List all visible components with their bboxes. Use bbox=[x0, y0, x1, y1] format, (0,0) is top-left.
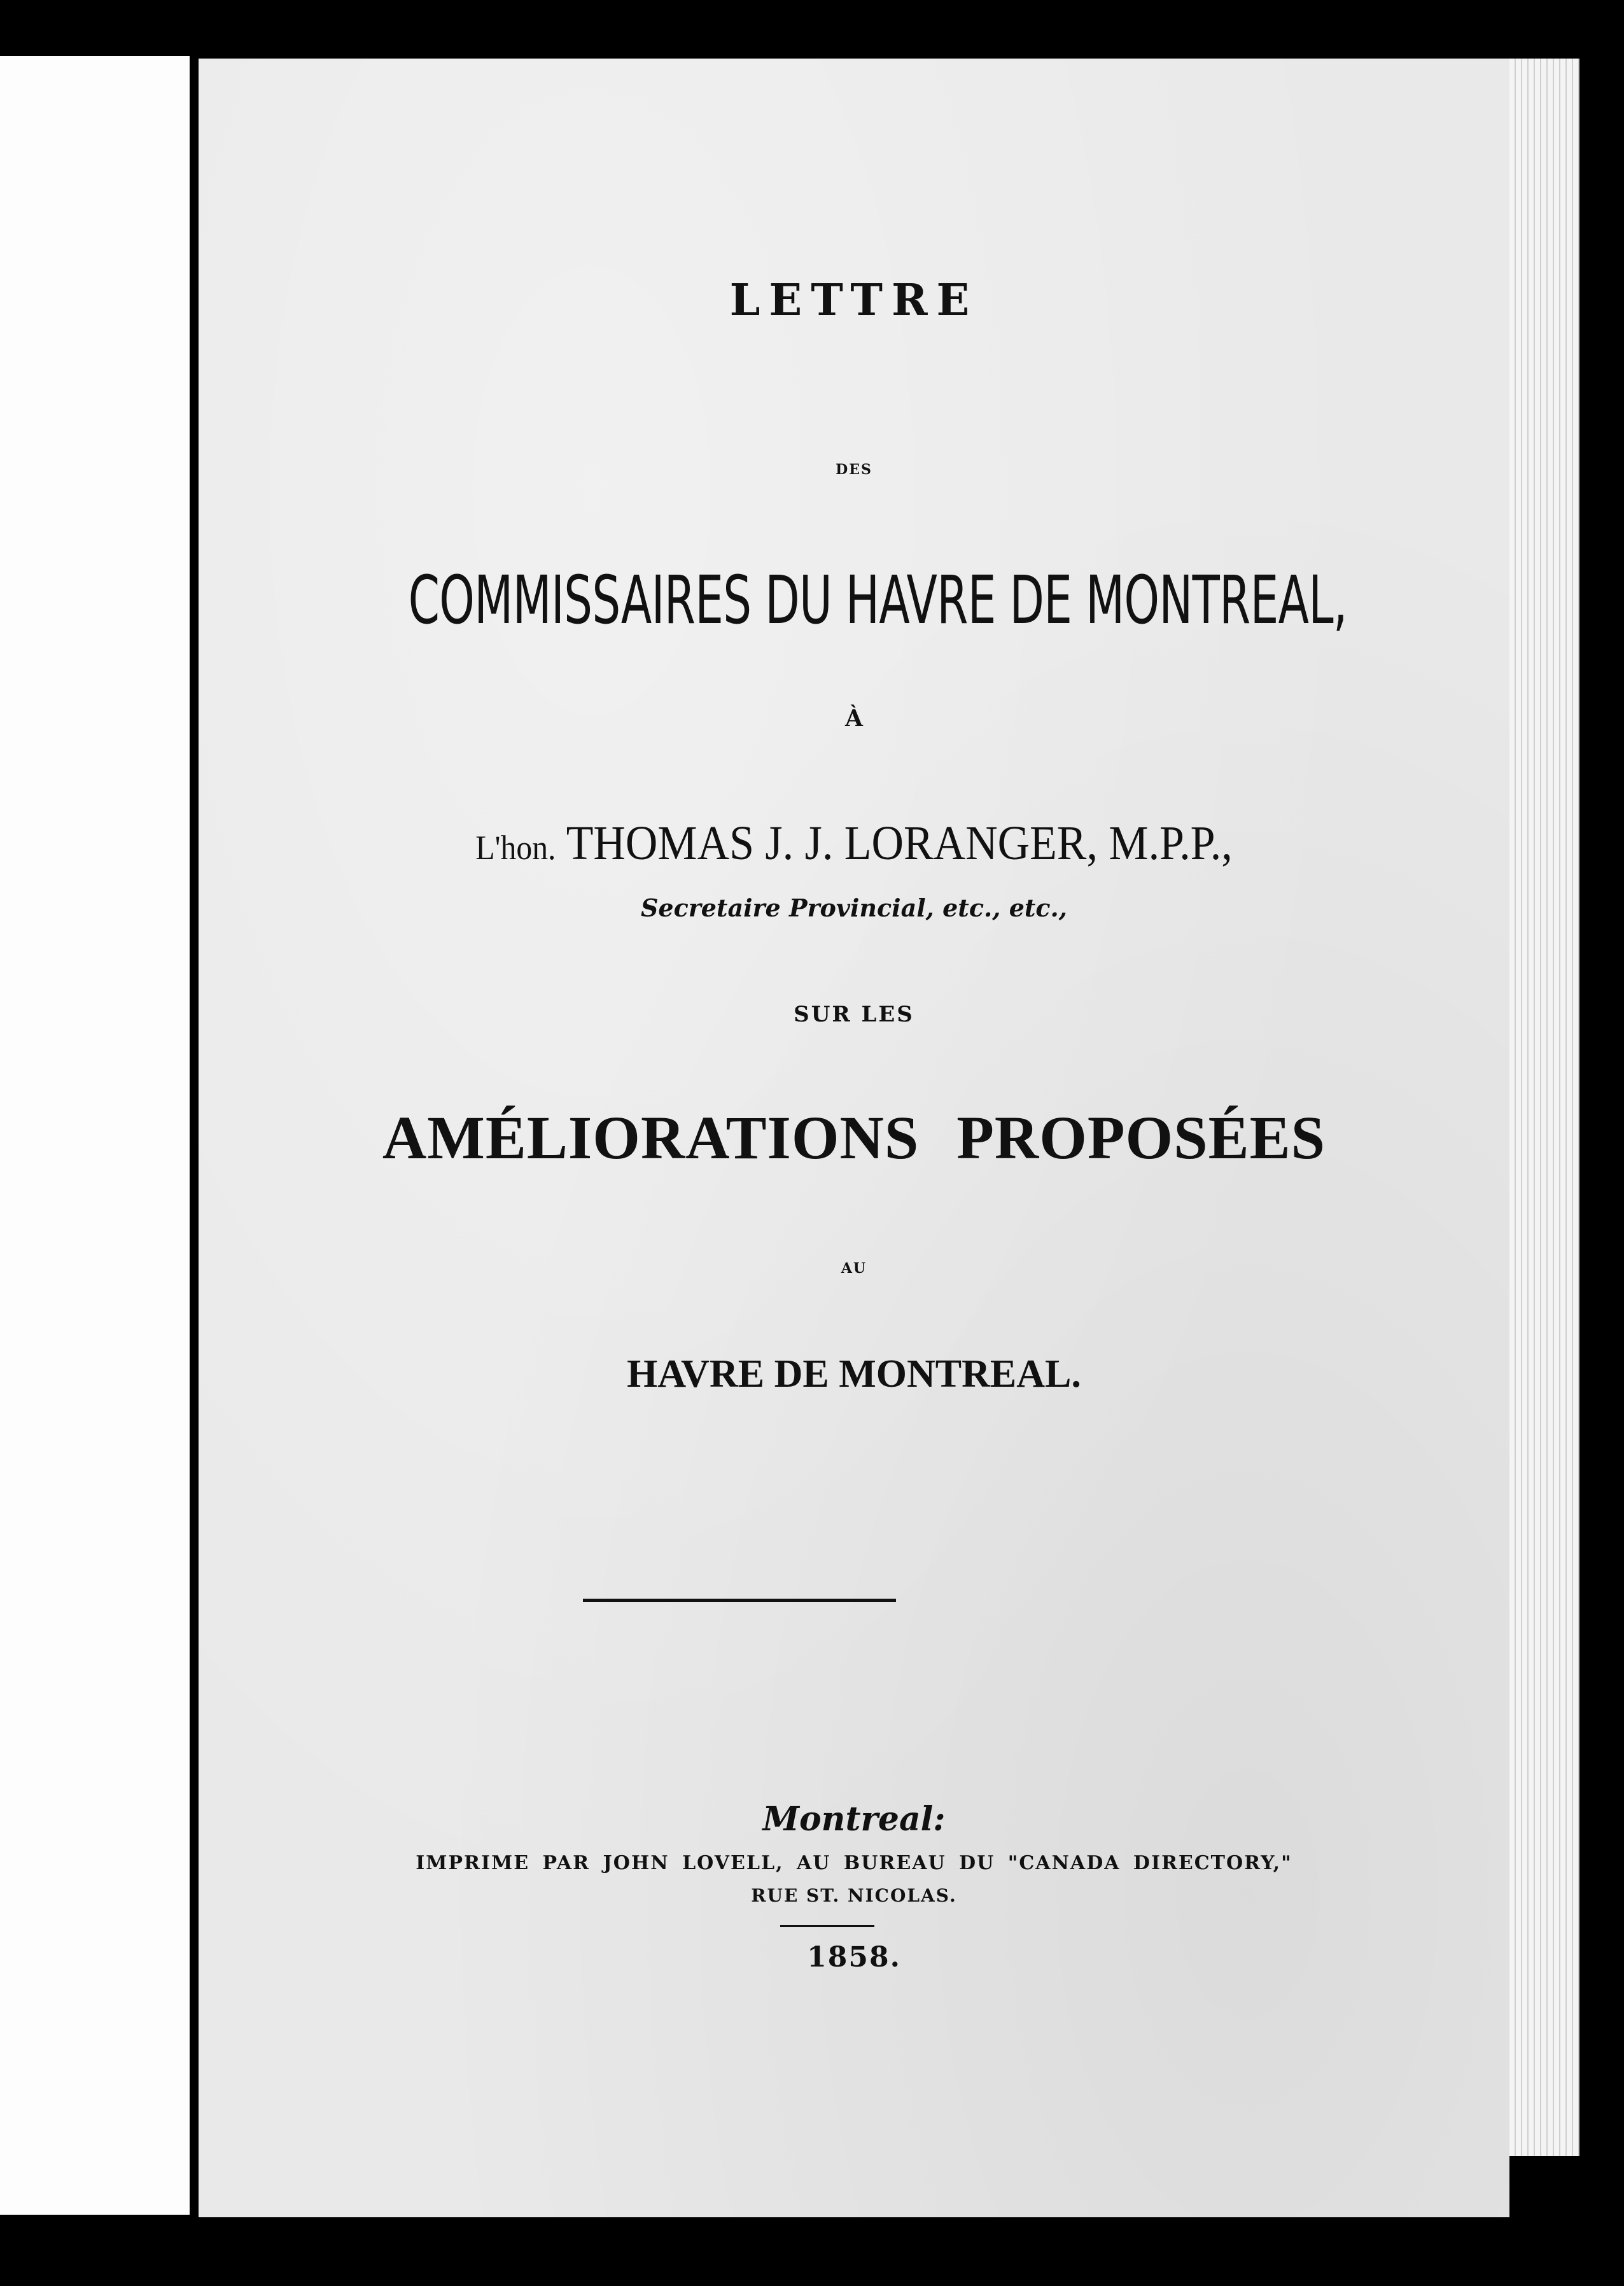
title-havre: HAVRE DE MONTREAL. bbox=[627, 1352, 1081, 1396]
divider-rule bbox=[583, 1599, 896, 1602]
title-lettre: LETTRE bbox=[729, 275, 979, 326]
imprint-short-rule bbox=[780, 1925, 874, 1927]
left-page-margin bbox=[0, 56, 190, 2215]
title-page bbox=[199, 59, 1509, 2217]
addressee-line bbox=[251, 816, 1457, 871]
imprint-city: Montreal: bbox=[762, 1800, 946, 1839]
addressee-office: Secretaire Provincial, etc., etc., bbox=[640, 894, 1068, 922]
imprint-printer: IMPRIME PAR JOHN LOVELL, AU BUREAU DU "CANADA DIRECTORY," bbox=[416, 1852, 1292, 1874]
title-des: DES bbox=[836, 461, 872, 478]
imprint-street: RUE ST. NICOLAS. bbox=[751, 1885, 957, 1906]
title-sur-les: SUR LES bbox=[794, 1002, 914, 1027]
addressee-prefix: L'hon. bbox=[475, 829, 556, 867]
title-au: AU bbox=[841, 1260, 867, 1277]
addressee-name: THOMAS J. J. LORANGER, M.P.P., bbox=[566, 817, 1233, 870]
title-commissaires: COMMISSAIRES DU HAVRE DE MONTREAL, bbox=[408, 561, 1347, 639]
imprint-year: 1858. bbox=[807, 1941, 901, 1974]
page-edge-stack bbox=[1509, 59, 1579, 2156]
title-a: À bbox=[845, 705, 863, 732]
title-ameliorations: AMÉLIORATIONS PROPOSÉES bbox=[382, 1104, 1326, 1172]
